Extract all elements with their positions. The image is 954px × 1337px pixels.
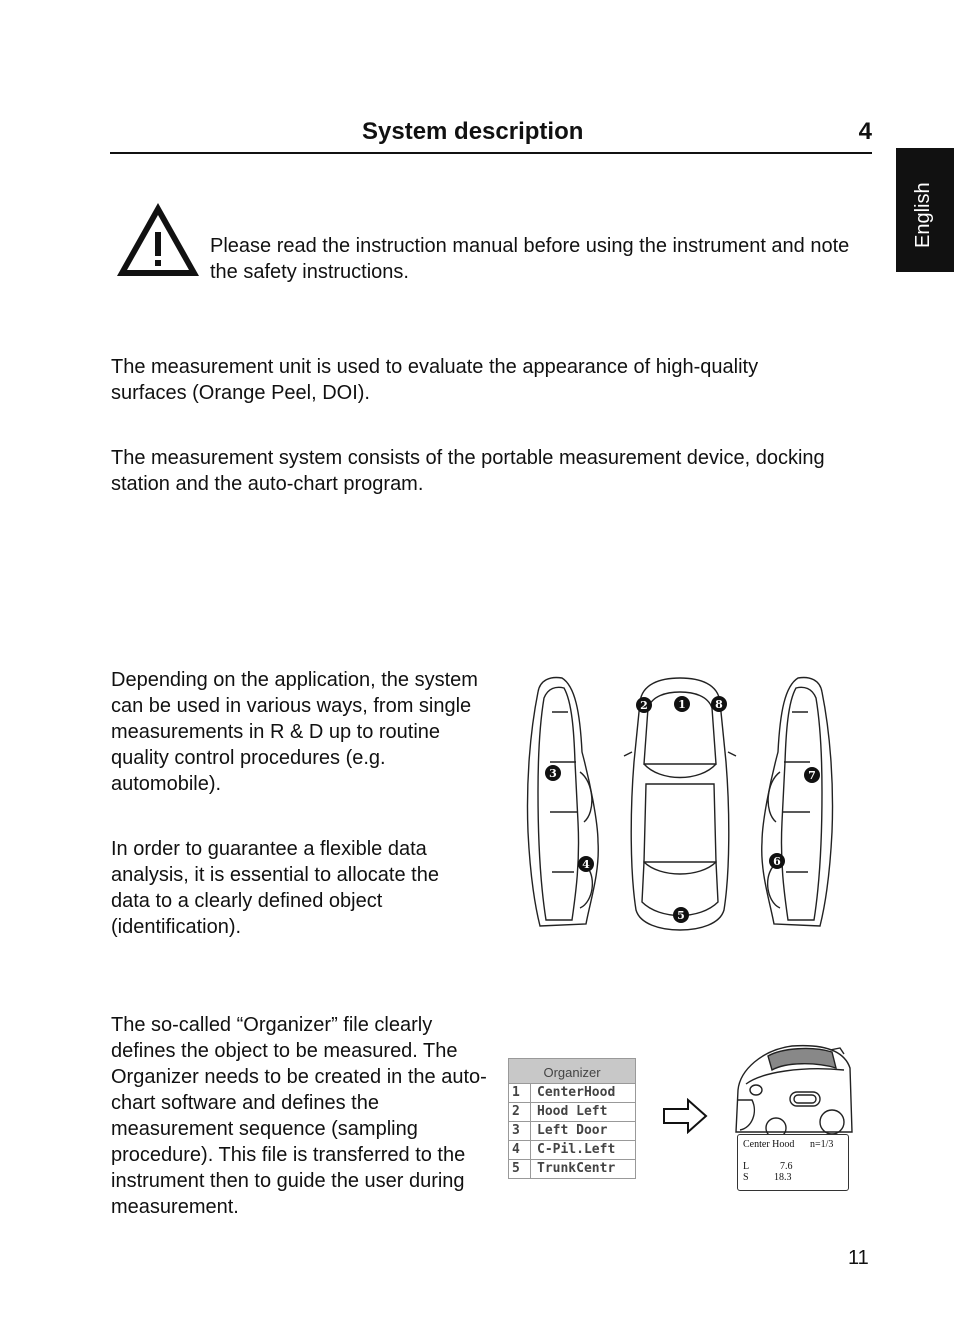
paragraph-purpose: The measurement unit is used to evaluate the appearance of high-quality surfaces (Orange Peel, DOI).	[111, 356, 759, 404]
table-row: 3 Left Door	[508, 1122, 636, 1141]
page-number: 11	[848, 1247, 869, 1269]
display-s-value: 18.3	[774, 1172, 792, 1183]
marker-1	[674, 696, 690, 712]
marker-5	[673, 907, 689, 923]
table-row: 4 C-Pil.Left	[508, 1141, 636, 1160]
marker-2	[636, 697, 652, 713]
svg-text:6: 6	[773, 855, 781, 868]
svg-text:1: 1	[678, 698, 686, 711]
measurement-device	[732, 1040, 856, 1140]
language-tab-label: English	[912, 182, 934, 248]
table-row: 2 Hood Left	[508, 1103, 636, 1122]
marker-6	[769, 853, 785, 869]
warning-triangle-icon	[114, 200, 202, 280]
display-location: Center Hood	[743, 1139, 795, 1150]
svg-text:4: 4	[582, 858, 590, 871]
svg-text:5: 5	[677, 909, 685, 922]
organizer-table	[508, 1058, 636, 1179]
marker-4	[578, 856, 594, 872]
paragraph-system: The measurement system consists of the portable measurement device, docking station and the auto-chart program.	[111, 447, 825, 495]
marker-3	[545, 765, 561, 781]
display-count: n=1/3	[810, 1139, 834, 1150]
marker-8	[711, 696, 727, 712]
table-row: 5 TrunkCentr	[508, 1160, 636, 1179]
arrow-right-icon	[662, 1098, 708, 1134]
svg-text:8: 8	[715, 698, 723, 711]
chapter-number: 4	[858, 118, 872, 145]
display-l-value: 7.6	[780, 1161, 793, 1172]
language-tab	[896, 148, 954, 272]
page-title: System description	[362, 118, 584, 145]
svg-text:7: 7	[808, 769, 816, 782]
marker-7	[804, 767, 820, 783]
device-display	[737, 1134, 849, 1191]
svg-text:2: 2	[640, 699, 648, 712]
paragraph-identification: In order to guarantee a flexible data analysis, it is essential to allocate the data to a clearly defined object (identification).	[111, 838, 439, 938]
paragraph-application: Depending on the application, the system can be used in various ways, from single measurements in R & D up to routine quality control procedures (e.g. automobile).	[111, 669, 478, 795]
display-l-label: L	[743, 1161, 750, 1172]
car-measurement-diagram	[520, 672, 850, 937]
table-row: 1 CenterHood	[508, 1084, 636, 1103]
warning-text: Please read the instruction manual before using the instrument and note the safety instructions.	[210, 235, 850, 283]
organizer-title: Organizer	[508, 1058, 636, 1084]
display-s-label: S	[743, 1172, 749, 1183]
paragraph-organizer: The so-called “Organizer” file clearly defines the object to be measured. The Organizer needs to be created in the auto-chart software and defines the measurement sequence (sampling procedure). This file is transferred to the instrument then to guide the user during measurement.	[111, 1014, 487, 1218]
svg-text:3: 3	[549, 767, 557, 780]
section-heading	[110, 118, 872, 154]
